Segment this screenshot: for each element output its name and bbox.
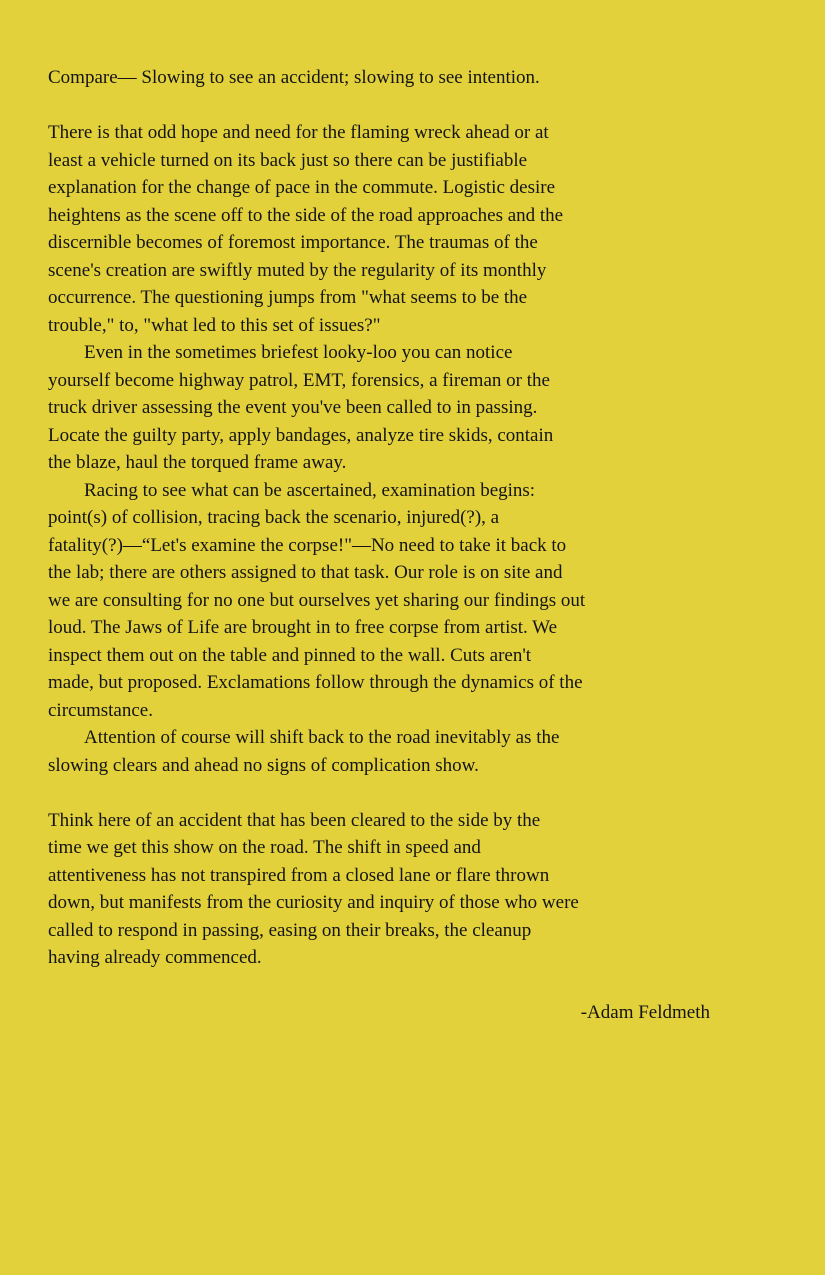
poem-line: truck driver assessing the event you've been called to in passing. [48, 397, 538, 418]
poem-line: having already commenced. [48, 947, 262, 968]
poem-line: fatality(?)—“Let's examine the corpse!"—No need to take it back to [48, 534, 567, 556]
poem-line: discernible becomes of foremost importance. The traumas of the [48, 232, 538, 253]
poem-line: heightens as the scene off to the side of the road approaches and the [48, 204, 564, 226]
poem-line: There is that odd hope and need for the flaming wreck ahead or at [48, 122, 549, 143]
stanza-gap [48, 972, 710, 1000]
poem-line: explanation for the change of pace in the commute. Logistic desire [48, 177, 556, 198]
poem-line: made, but proposed. Exclamations follow through the dynamics of the [48, 672, 583, 693]
stanza-gap [48, 779, 710, 807]
poem-line: we are consulting for no one but ourselves yet sharing our findings out [48, 589, 586, 611]
poem-page [48, 64, 710, 1027]
poem-line: the blaze, haul the torqued frame away. [48, 452, 347, 473]
poem-line: called to respond in passing, easing on their breaks, the cleanup [48, 919, 532, 941]
poem-line: Even in the sometimes briefest looky-loo you can notice [84, 342, 513, 363]
poem-line: Attention of course will shift back to the road inevitably as the [84, 727, 560, 748]
poem-line: point(s) of collision, tracing back the scenario, injured(?), a [48, 507, 500, 528]
poem-line: yourself become highway patrol, EMT, forensics, a fireman or the [48, 369, 550, 391]
poem-line: down, but manifests from the curiosity and inquiry of those who were [48, 892, 579, 913]
stanza-2 [48, 339, 710, 477]
poem-heading: Compare— Slowing to see an accident; slowing to see intention. [48, 67, 540, 88]
poem-line: inspect them out on the table and pinned to the wall. Cuts aren't [48, 644, 532, 666]
author-signature: -Adam Feldmeth [580, 1002, 710, 1023]
stanza-1 [48, 119, 710, 339]
poem-line: least a vehicle turned on its back just so there can be justifiable [48, 149, 528, 171]
poem-line: scene's creation are swiftly muted by the regularity of its monthly [48, 259, 547, 281]
poem-line: slowing clears and ahead no signs of complication show. [48, 754, 479, 776]
poem-line: time we get this show on the road. The shift in speed and [48, 837, 481, 858]
poem-line: the lab; there are others assigned to that task. Our role is on site and [48, 562, 563, 583]
stanza-4 [48, 724, 710, 779]
poem-line: circumstance. [48, 699, 153, 721]
poem-line: occurrence. The questioning jumps from "what seems to be the [48, 287, 528, 308]
poem-line: trouble," to, "what led to this set of issues?" [48, 314, 381, 336]
stanza-5 [48, 807, 710, 972]
poem-line: attentiveness has not transpired from a closed lane or flare thrown [48, 864, 550, 886]
poem-line: Racing to see what can be ascertained, examination begins: [84, 479, 536, 501]
stanza-gap [48, 92, 710, 120]
poem-line: Locate the guilty party, apply bandages, analyze tire skids, contain [48, 424, 554, 446]
poem-line: loud. The Jaws of Life are brought in to free corpse from artist. We [48, 617, 558, 638]
stanza-3 [48, 477, 710, 725]
poem-line: Think here of an accident that has been cleared to the side by the [48, 809, 541, 831]
